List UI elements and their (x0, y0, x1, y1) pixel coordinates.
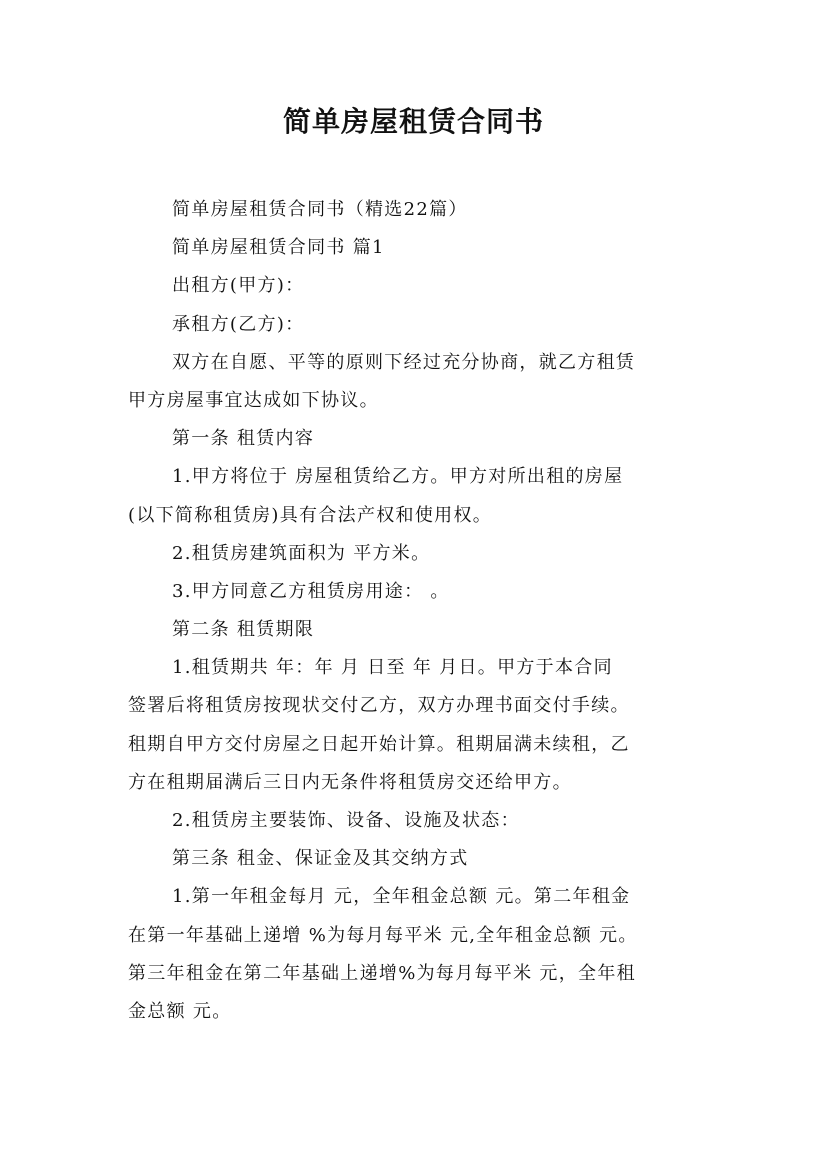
document-title: 简单房屋租赁合同书 (282, 105, 544, 138)
body-line: 签署后将租赁房按现状交付乙方，双方办理书面交付手续。 (128, 695, 630, 717)
body-line: 1.租赁期共 年：年 月 日至 年 月日。甲方于本合同 (172, 657, 613, 679)
body-line: 2.租赁房建筑面积为 平方米。 (172, 542, 431, 564)
body-line: 承租方(乙方)： (172, 313, 305, 335)
section-heading: 第一条 租赁内容 (172, 428, 315, 450)
body-line: 简单房屋租赁合同书（精选22篇） (172, 199, 468, 220)
body-line: 甲方房屋事宜达成如下协议。 (128, 389, 379, 411)
body-line: (以下简称租赁房)具有合法产权和使用权。 (128, 504, 493, 526)
body-line: 1.甲方将位于 房屋租赁给乙方。甲方对所出租的房屋 (172, 466, 624, 488)
body-line: 简单房屋租赁合同书 篇1 (172, 237, 385, 259)
body-line: 租期自甲方交付房屋之日起开始计算。租期届满未续租，乙 (128, 733, 630, 755)
body-line: 方在租期届满后三日内无条件将租赁房交还给甲方。 (128, 771, 572, 793)
document-body (128, 191, 704, 1031)
body-line: 金总额 元。 (128, 1000, 232, 1022)
body-line: 第三年租金在第二年基础上递增%为每月每平米 元，全年租 (128, 962, 636, 984)
section-heading: 第三条 租金、保证金及其交纳方式 (172, 848, 469, 870)
body-line: 在第一年基础上递增 %为每月每平米 元,全年租金总额 元。 (128, 924, 638, 946)
section-heading: 第二条 租赁期限 (172, 619, 315, 641)
body-line: 3.甲方同意乙方租赁房用途： 。 (172, 580, 450, 602)
body-line: 1.第一年租金每月 元，全年租金总额 元。第二年租金 (172, 886, 631, 908)
body-line: 出租方(甲方)： (172, 275, 305, 297)
body-line: 2.租赁房主要装饰、设备、设施及状态： (172, 810, 520, 831)
body-line: 双方在自愿、平等的原则下经过充分协商，就乙方租赁 (172, 351, 636, 373)
